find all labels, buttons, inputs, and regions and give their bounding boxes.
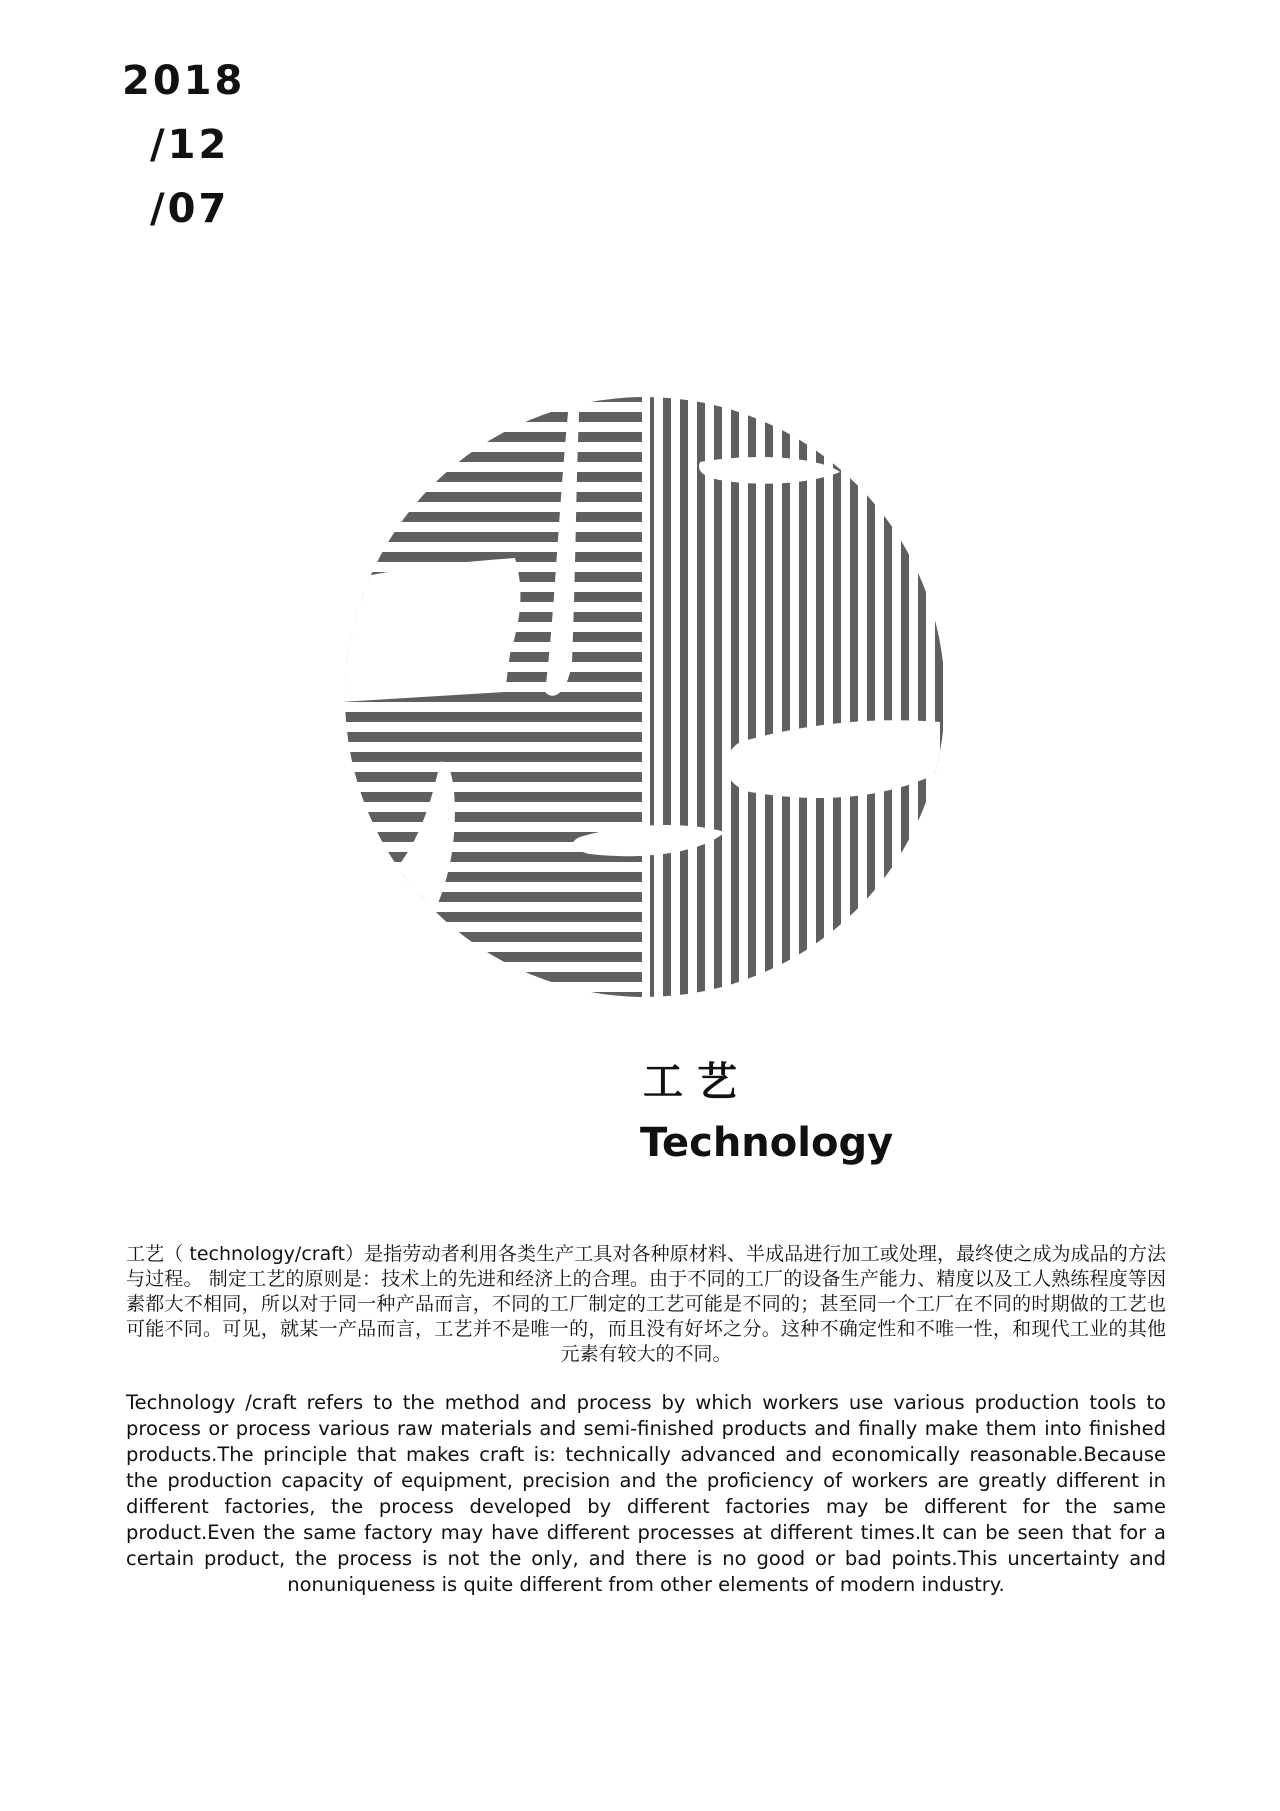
date-day: /07 xyxy=(150,186,230,232)
date-month: /12 xyxy=(150,122,230,168)
title-english: Technology xyxy=(640,1120,894,1166)
body-paragraph-chinese: 工艺（ technology/craft）是指劳动者利用各类生产工具对各种原材料、半成品进行加工或处理，最终使之成为成品的方法与过程。 制定工艺的原则是：技术上的先进和经济上的合理。由于不同的工厂的设备生产能力、精度以及工人熟练程度等因素都大不相同，所以对于同一种产品而言，不同的工厂制定的工艺可能是不同的；甚至同一个工厂在不同的时期做的工艺也可能不同。可见，就某一产品而言，工艺并不是唯一的，而且没有好坏之分。这种不确定性和不唯一性，和现代工业的其他元素有较大的不同。 xyxy=(126,1243,1166,1365)
striped-circle-logo xyxy=(340,392,950,1002)
body-paragraph-english: Technology /craft refers to the method and process by which workers use various production tools to process or process various raw materials and semi-finished products and finally make them into finished products.The principle that makes craft is: technically advanced and economically reasonable.Because the production capacity of equipment, precision and the proficiency of workers are greatly different in different factories, the process developed by different factories may be different for the same product.Even the same factory may have different processes at different times.It can be seen that for a certain product, the process is not the only, and there is no good or bad points.This uncertainty and nonuniqueness is quite different from other elements of modern industry. xyxy=(126,1391,1166,1596)
title-chinese: 工艺 xyxy=(643,1059,751,1105)
date-year: 2018 xyxy=(122,58,246,104)
